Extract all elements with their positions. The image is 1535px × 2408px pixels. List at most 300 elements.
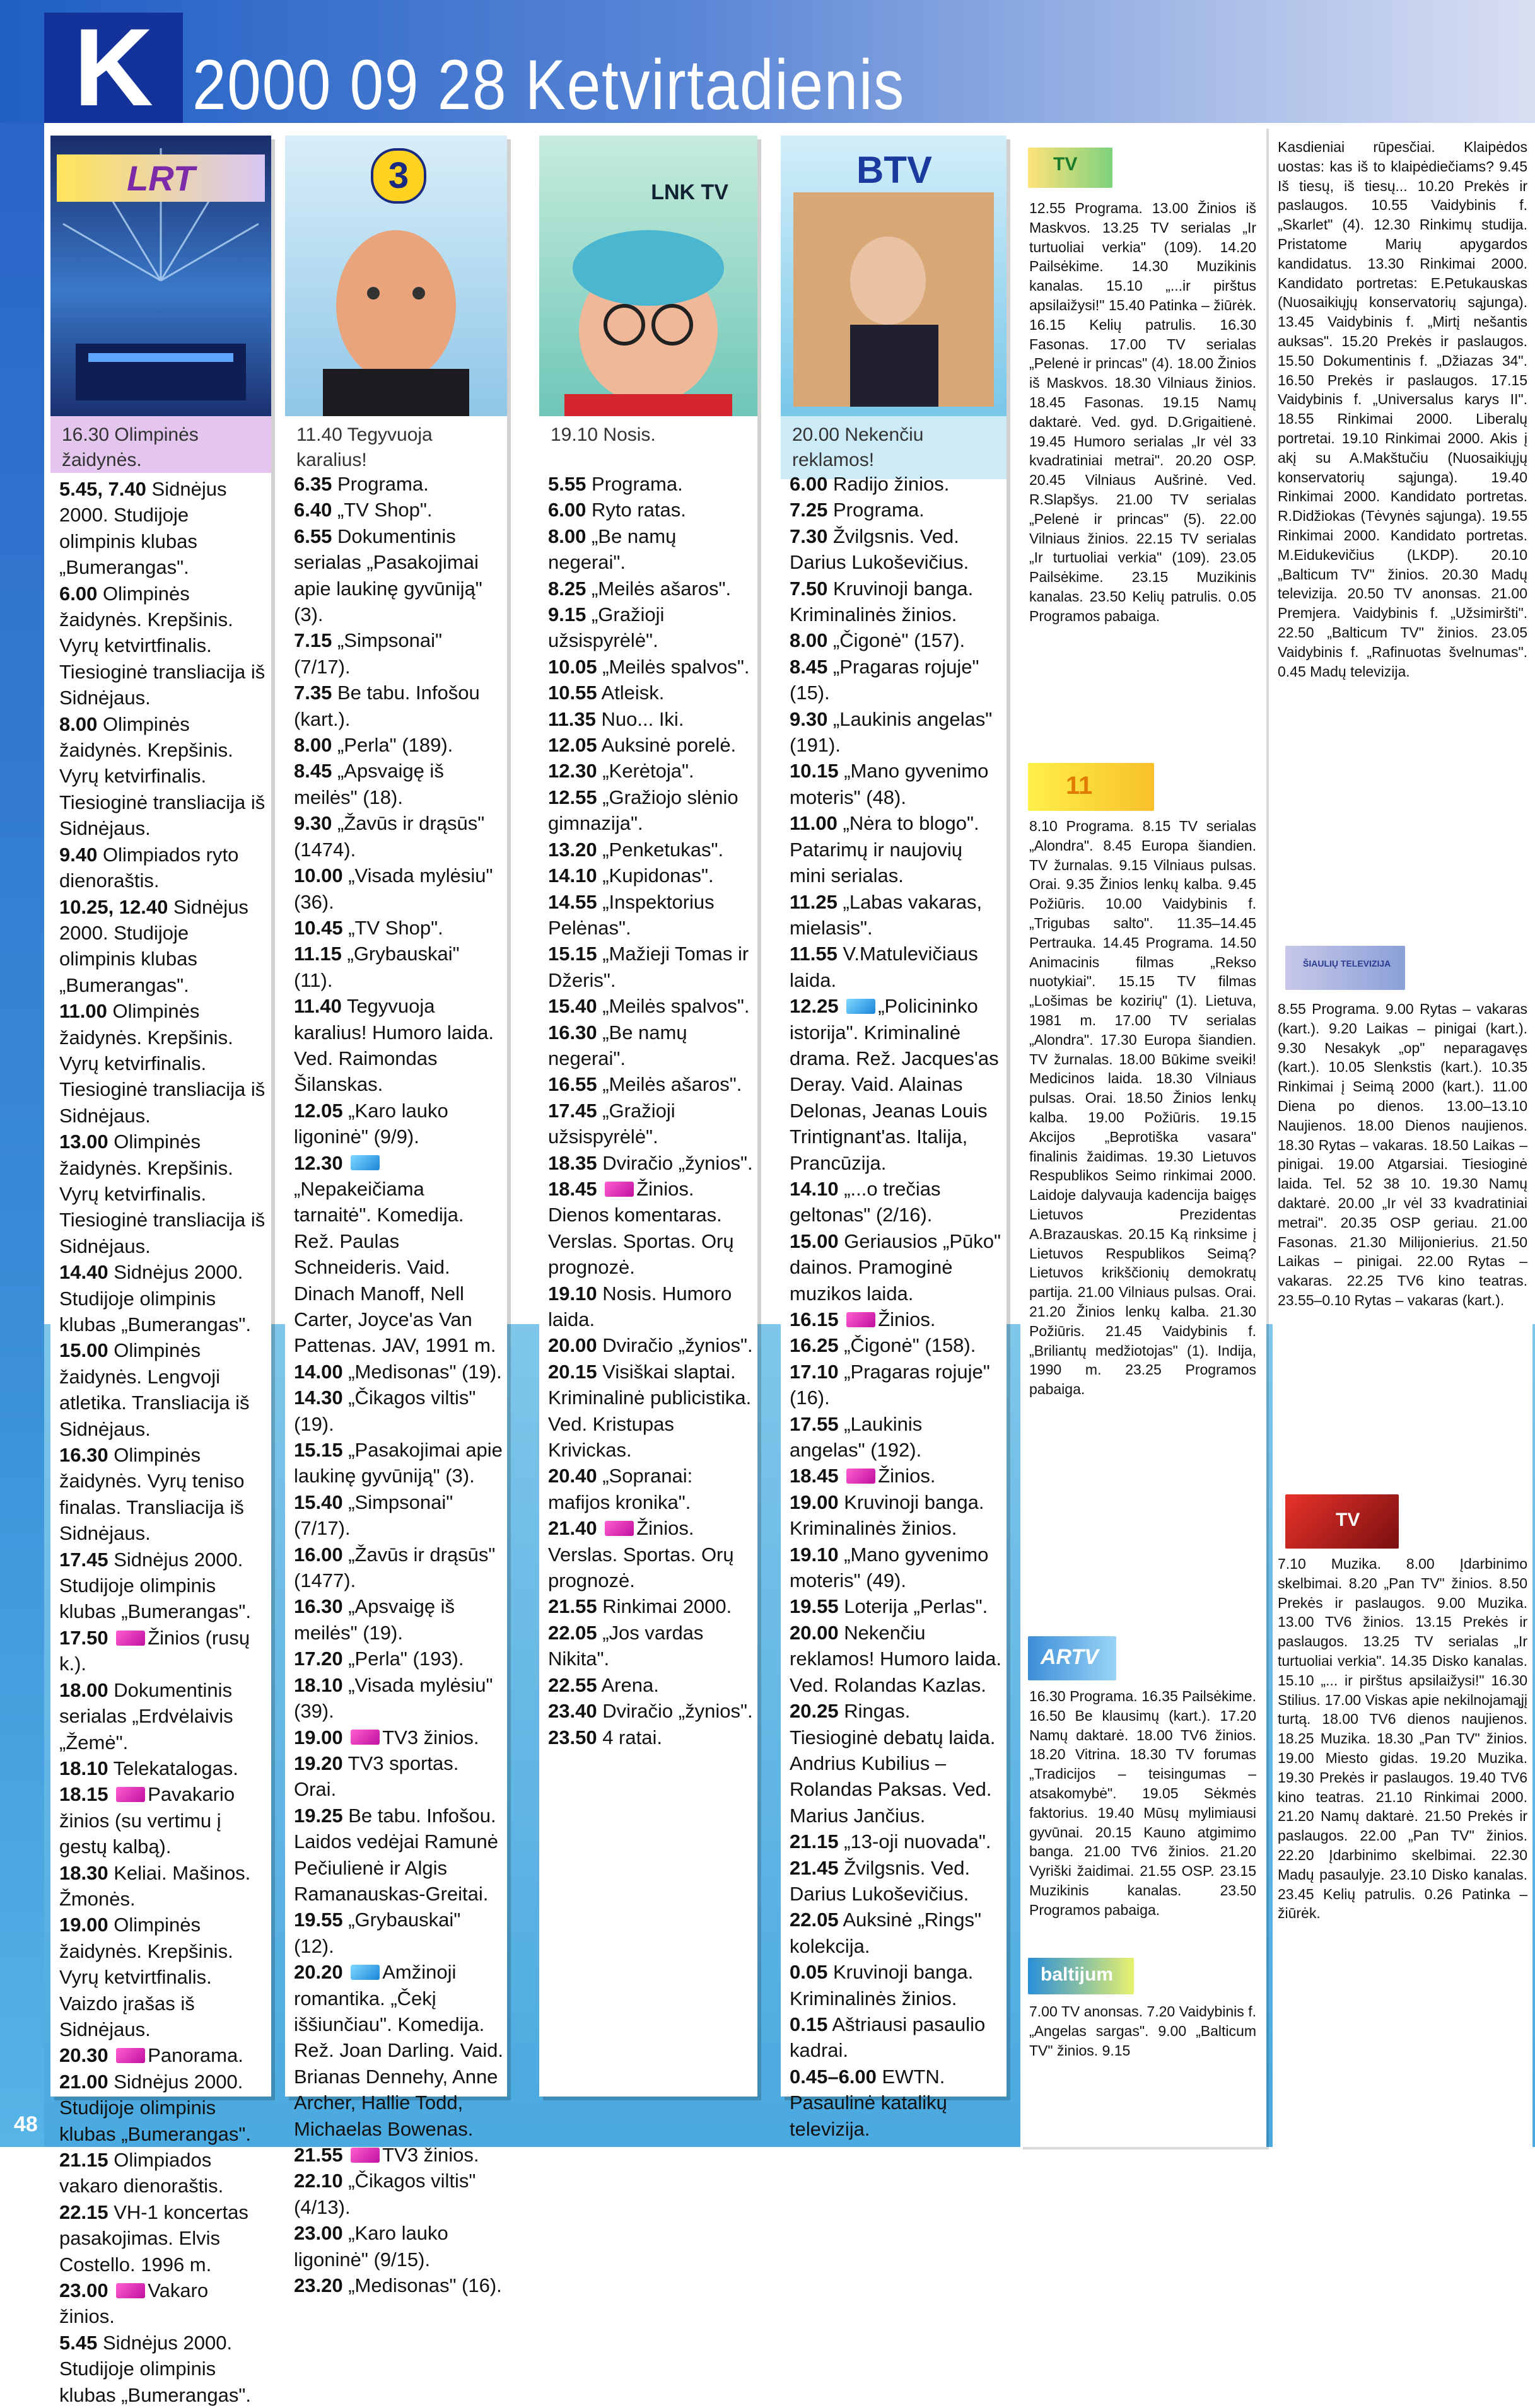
highlight-caption: 16.30 Olimpinės žaidynės. [50, 416, 271, 473]
entry-title: Be tabu. Infošou. Laidos vedėjai Ramunė Pečiulienė ir Algis Ramanauskas-Greitai. [294, 1804, 498, 1905]
schedule-entry [790, 1829, 1003, 1854]
entry-title: „Pasakojimai apie laukinę gyvūniją" (3). [294, 1439, 503, 1487]
entry-title: Dviračio „žynios". [602, 1700, 753, 1723]
entry-time: 15.40 [294, 1491, 343, 1513]
schedule-entry [294, 471, 503, 497]
entry-title: Keliai. Mašinos. Žmonės. [59, 1861, 251, 1910]
entry-title: Panorama. [148, 2044, 243, 2067]
schedule-entry [790, 758, 1003, 810]
news-badge-icon [846, 1469, 875, 1484]
entry-title: „Gražioji užsispyrėlė". [548, 603, 665, 652]
news-badge-icon [116, 2048, 145, 2063]
left-color-strip [0, 123, 44, 2147]
schedule-entry [548, 1698, 754, 1724]
regional-schedule-7: 7.10 Muzika. 8.00 Įdarbinimo skelbimai. 8.20 „Pan TV" žinios. 8.50 Prekės ir paslaugos. 9.00 Muzika. 13.00 TV6 žinios. 13.15 Prekės ir paslaugos. 13.25 TV serialas „Ir turtuoliai verkia". 14.35 Disko kanalas. 15.10 „... ir pirštus apsilaižysi!" 16.30 Stilius. 17.00 Viskas apie nekilnojamąjį turtą. 18.00 TV6 dienos naujienos. 18.25 Muzika. 18.30 „Pan TV" žinios. 19.00 Miesto gidas. 19.20 Muzika. 19.30 Prekės ir paslaugos. 19.40 TV6 kino teatras. 21.10 Rinkimai 2000. 21.20 Namų daktarė. 21.50 Prekės ir paslaugos. 22.00 „Pan TV" žinios. 22.20 Įdarbinimo skelbimai. 22.30 Madų pasaulyje. 23.10 Disko kanalas. 23.45 Kelių patrulis. 0.26 Patinka – žiūrėk. [1278, 1556, 1527, 1922]
schedule-entry [548, 523, 754, 576]
schedule-entry [59, 1337, 267, 1442]
regional-logo-2: 11 [1028, 763, 1154, 811]
entry-time: 10.05 [548, 655, 597, 678]
highlight-caption: 11.40 Tegyvuoja karalius! [285, 416, 507, 476]
entry-time: 14.40 [59, 1261, 108, 1284]
lnk-photo [539, 136, 757, 416]
entry-title: Dokumentinis serialas „Pasakojimai apie laukinę gyvūniją" (3). [294, 525, 482, 626]
schedule-list [294, 471, 503, 2298]
entry-time: 16.30 [294, 1595, 343, 1618]
entry-title: Programa. [832, 499, 925, 521]
entry-title: „Meilės spalvos". [602, 995, 750, 1018]
schedule-entry [548, 1463, 754, 1515]
regional-schedule-3: 16.30 Programa. 16.35 Pailsėkime. 16.50 Be klausimų (kart.). 17.20 Namų daktarė. 18.00 TV6 žinios. 18.20 Vitrina. 18.30 TV forumas „Tradicijos – teisingumas – atsakomybė". 19.05 Sėkmės faktorius. 19.40 Mūsų mylimiausi gyvūnai. 20.15 Kauno atgimimo banga. 21.00 TV6 žinios. 21.20 Vyriški žaidimai. 21.55 OSP. 23.15 Muzikinis kanalas. 23.50 Programos pabaiga. [1029, 1688, 1256, 1918]
schedule-entry [59, 2147, 267, 2199]
entry-time: 8.45 [294, 760, 332, 782]
schedule-entry [790, 2064, 1003, 2142]
entry-time: 11.00 [59, 1000, 107, 1023]
schedule-entry [548, 863, 754, 888]
entry-time: 11.40 [294, 995, 342, 1018]
schedule-entry [548, 941, 754, 993]
schedule-entry [790, 1176, 1003, 1228]
highlight-caption: 19.10 Nosis. [539, 416, 757, 473]
entry-time: 6.55 [294, 525, 332, 547]
schedule-entry [294, 1672, 503, 1725]
entry-time: 18.35 [548, 1151, 597, 1174]
entry-title: „Karo lauko ligoninė" (9/15). [294, 2222, 448, 2271]
entry-time: 10.45 [294, 916, 343, 939]
entry-time: 6.35 [294, 473, 332, 495]
entry-title: Olimpinės žaidynės. Krepšinis. Vyrų ketvirfinalis. Tiesioginė transliacija iš Sidnėjaus. [59, 1000, 266, 1127]
schedule-entry [294, 915, 503, 941]
schedule-entry [59, 1547, 267, 1625]
entry-time: 20.25 [790, 1700, 839, 1723]
schedule-entry [294, 2220, 503, 2272]
schedule-entry [59, 1860, 267, 1912]
entry-title: Be tabu. Infošou (kart.). [294, 682, 480, 730]
entry-title: „Medisonas" (19). [348, 1360, 502, 1383]
schedule-entry [548, 993, 754, 1019]
schedule-entry [790, 1593, 1003, 1619]
regional-column-left [1020, 126, 1266, 2147]
schedule-entry [294, 1725, 503, 1750]
schedule-entry [294, 863, 503, 915]
entry-time: 21.45 [790, 1856, 839, 1879]
schedule-entry [294, 1542, 503, 1594]
entry-title: Olimpiados vakaro dienoraštis. [59, 2149, 224, 2197]
entry-time: 22.55 [548, 1673, 597, 1696]
schedule-entry [790, 1855, 1003, 1907]
entry-time: 15.15 [294, 1439, 343, 1462]
entry-time: 8.00 [294, 734, 332, 757]
entry-time: 19.55 [294, 1909, 343, 1931]
entry-time: 0.05 [790, 1961, 828, 1984]
entry-title: „Čikagos viltis" (19). [294, 1387, 476, 1435]
schedule-entry [59, 1442, 267, 1547]
section-letter: K [44, 13, 183, 123]
schedule-entry [790, 1907, 1003, 1959]
entry-time: 17.55 [790, 1412, 839, 1435]
entry-title: „Be namų negerai". [548, 525, 677, 574]
entry-time: 21.00 [59, 2070, 108, 2093]
schedule-entry [59, 842, 267, 894]
entry-title: Dokumentinis serialas „Erdvėlaivis „Žemė". [59, 1678, 233, 1754]
entry-title: „Grybauskai" (12). [294, 1909, 461, 1957]
schedule-entry [790, 1228, 1003, 1306]
entry-title: „Laukinis angelas" (191). [790, 707, 993, 757]
schedule-entry [294, 1907, 503, 1959]
entry-time: 7.25 [790, 499, 828, 521]
entry-title: Geriausios „Pūko" dainos. Pramoginė muzikos laida. [790, 1230, 1001, 1305]
entry-time: 6.00 [59, 582, 98, 605]
entry-time: 18.10 [294, 1673, 343, 1696]
entry-title: „Čikagos viltis" (4/13). [294, 2170, 476, 2218]
schedule-entry [59, 1912, 267, 2042]
entry-title: Tegyvuoja karalius! Humoro laida. Ved. Raimondas Šilanskas. [294, 995, 494, 1096]
schedule-entry [294, 1750, 503, 1803]
entry-time: 8.00 [790, 629, 828, 652]
entry-time: 11.55 [790, 943, 838, 965]
schedule-entry [59, 1259, 267, 1337]
entry-time: 11.25 [790, 890, 838, 913]
entry-title: Nosis. Humoro laida. [548, 1282, 732, 1330]
news-badge-icon [116, 1787, 145, 1802]
entry-title: „TV Shop". [337, 499, 433, 521]
schedule-entry [790, 889, 1003, 941]
entry-time: 9.15 [548, 603, 587, 626]
entry-title: „Mano gyvenimo moteris" (49). [790, 1543, 989, 1592]
entry-title: „Medisonas" (16). [348, 2274, 502, 2297]
lnk-logo: LNK TV [651, 180, 728, 204]
entry-title: Olimpinės žaidynės. Krepšinis. Vyrų ketvirfinalis. Tiesioginė transliacija iš Sidnėjaus. [59, 1131, 266, 1257]
entry-time: 17.45 [548, 1099, 597, 1122]
schedule-entry [548, 784, 754, 837]
schedule-list [548, 471, 754, 1750]
schedule-entry [548, 1150, 754, 1176]
schedule-entry [59, 1677, 267, 1755]
entry-title: „TV Shop". [348, 916, 443, 939]
entry-title: Žvilgsnis. Ved. Darius Lukoševičius. [790, 1856, 971, 1905]
entry-title: „Mano gyvenimo moteris" (48). [790, 760, 989, 808]
film-badge-icon [351, 1155, 380, 1170]
entry-time: 23.00 [294, 2222, 343, 2245]
entry-title: Žinios. Verslas. Sportas. Orų prognozė. [548, 1517, 734, 1592]
siauliu-tv-logo: ŠIAULIŲ TELEVIZIJA [1285, 946, 1405, 990]
schedule-entry [548, 576, 754, 602]
entry-title: Olimpinės žaidynės. Lengvoji atletika. Transliacija iš Sidnėjaus. [59, 1339, 250, 1440]
schedule-entry [59, 2277, 267, 2330]
entry-title: TV3 žinios. [382, 1726, 479, 1748]
entry-title: Telekatalogas. [113, 1757, 238, 1779]
entry-time: 19.10 [548, 1282, 597, 1305]
schedule-entry [790, 523, 1003, 576]
entry-title: Žinios. [878, 1465, 936, 1487]
schedule-entry [59, 2330, 267, 2408]
entry-title: Auksinė porelė. [601, 734, 737, 757]
entry-title: „Labas vakaras, mielasis". [790, 890, 983, 939]
schedule-entry [294, 1646, 503, 1672]
entry-title: „Laukinis angelas" (192). [790, 1412, 923, 1462]
regional-column-right [1273, 126, 1532, 2147]
schedule-entry [548, 758, 754, 784]
entry-time: 14.10 [548, 864, 597, 887]
entry-time: 16.30 [59, 1444, 108, 1467]
tv3-photo [285, 136, 507, 416]
channel-column-btv [781, 136, 1007, 2140]
entry-time: 8.00 [59, 713, 98, 735]
schedule-list [790, 471, 1003, 2142]
entry-title: „Pragaras rojuje" (15). [790, 655, 979, 704]
schedule-entry [790, 1332, 1003, 1358]
entry-time: 15.00 [790, 1230, 839, 1252]
entry-title: Nekenčiu reklamos! Humoro laida. Ved. Rolandas Kazlas. [790, 1621, 1001, 1696]
schedule-entry [294, 1803, 503, 1907]
schedule-entry [294, 1959, 503, 2142]
entry-time: 18.00 [59, 1678, 108, 1701]
schedule-entry [790, 1620, 1003, 1698]
entry-title: „Kerėtoja". [602, 760, 694, 782]
channel-column-lnk [539, 136, 757, 2097]
schedule-entry [790, 471, 1003, 497]
schedule-entry [294, 810, 503, 863]
entry-time: 6.00 [548, 499, 587, 521]
entry-title: Kruvinoji banga. Kriminalinės žinios. [790, 1491, 984, 1540]
news-badge-icon [351, 2148, 380, 2163]
schedule-entry [59, 581, 267, 711]
schedule-entry [548, 837, 754, 863]
regional-logo-1: TV [1028, 148, 1112, 188]
entry-time: 8.00 [548, 525, 587, 547]
regional-channels [1020, 126, 1535, 2147]
entry-title: Amžinoji romantika. „Čekį iššiunčiau". Komedija. Rež. Joan Darling. Vaid. Brianas Dennehy, Anne Archer, Hallie Todd, Michaelas Bowenas. [294, 1961, 503, 2140]
schedule-entry [59, 711, 267, 842]
schedule-entry [59, 1755, 267, 1781]
entry-time: 15.40 [548, 995, 597, 1018]
entry-time: 7.30 [790, 525, 828, 547]
entry-title: „Pragaras rojuje" (16). [790, 1360, 990, 1409]
entry-time: 20.40 [548, 1465, 597, 1487]
entry-time: 13.20 [548, 838, 597, 861]
film-badge-icon [846, 999, 875, 1014]
schedule-entry [59, 476, 267, 581]
schedule-entry [59, 1129, 267, 1259]
lrt-photo [50, 136, 271, 416]
entry-time: 5.55 [548, 473, 587, 495]
regional-schedule-4: 7.00 TV anonsas. 7.20 Vaidybinis f. „Angelas sargas". 9.00 „Balticum TV" žinios. 9.15 [1029, 2003, 1256, 2059]
schedule-entry [59, 998, 267, 1129]
entry-time: 18.30 [59, 1861, 108, 1884]
schedule-entry [790, 706, 1003, 759]
entry-time: 19.10 [790, 1543, 839, 1566]
schedule-entry [294, 1359, 503, 1385]
entry-title: „Simpsonai" (7/17). [294, 629, 443, 678]
entry-time: 21.40 [548, 1517, 597, 1540]
entry-time: 16.55 [548, 1073, 597, 1096]
btv-photo [781, 136, 1007, 416]
schedule-entry [294, 2168, 503, 2220]
schedule-entry [294, 497, 503, 523]
entry-title: Žinios. Dienos komentaras. Verslas. Sportas. Orų prognozė. [548, 1177, 734, 1279]
entry-time: 15.15 [548, 943, 597, 965]
entry-title: Pavakario žinios (su vertimu į gestų kalbą). [59, 1783, 235, 1858]
entry-title: „13-oji nuovada". [844, 1830, 991, 1853]
schedule-entry [59, 2042, 267, 2068]
schedule-entry [790, 654, 1003, 706]
entry-time: 20.20 [294, 1961, 343, 1984]
entry-title: „Gražiojo slėnio gimnazija". [548, 786, 738, 835]
schedule-entry [548, 1281, 754, 1333]
entry-time: 8.25 [548, 577, 587, 600]
news-badge-icon [116, 2283, 145, 2298]
entry-time: 9.30 [294, 812, 332, 835]
entry-title: „Jos vardas Nikita". [548, 1621, 704, 1670]
schedule-entry [548, 1071, 754, 1097]
entry-time: 22.10 [294, 2170, 343, 2192]
entry-time: 17.45 [59, 1548, 108, 1571]
entry-time: 22.05 [790, 1909, 839, 1931]
entry-time: 21.15 [790, 1830, 839, 1853]
entry-title: Kruvinoji banga. Kriminalinės žinios. [790, 577, 974, 626]
schedule-entry [548, 1593, 754, 1619]
entry-title: „Mažieji Tomas ir Džeris". [548, 943, 749, 991]
entry-title: Žinios. [878, 1308, 936, 1330]
schedule-entry [294, 941, 503, 993]
page-header [0, 0, 1535, 129]
entry-title: Sidnėjus 2000. Studijoje olimpinis klubas „Bumerangas". [59, 1261, 251, 1335]
entry-title: „Čigonė" (157). [832, 629, 966, 652]
schedule-list [59, 476, 267, 2408]
entry-time: 12.30 [548, 760, 597, 782]
news-badge-icon [846, 1312, 875, 1327]
btv-logo: BTV [856, 149, 932, 191]
schedule-entry [790, 1411, 1003, 1463]
entry-title: „Apsvaigę iš meilės" (19). [294, 1595, 455, 1644]
entry-time: 5.45, 7.40 [59, 478, 146, 500]
entry-time: 10.15 [790, 760, 839, 782]
entry-title: „Policininko istorija". Kriminalinė drama. Rež. Jacques'as Deray. Vaid. Alainas Delonas, Jeanas Louis Trintignant'as. Italija, Prancūzija. [790, 995, 999, 1174]
entry-title: „Žavūs ir drąsūs" (1477). [294, 1543, 496, 1592]
entry-time: 10.25, 12.40 [59, 895, 168, 918]
entry-title: V.Matulevičiaus laida. [790, 943, 978, 991]
regional-logo-3: ARTV [1028, 1636, 1116, 1680]
entry-title: „Visada mylėsiu" (36). [294, 864, 493, 913]
entry-title: „Karo lauko ligoninė" (9/9). [294, 1099, 448, 1148]
channel-column-tv3 [285, 136, 507, 2297]
entry-time: 14.00 [294, 1360, 343, 1383]
schedule-entry [294, 1489, 503, 1542]
schedule-entry [294, 2142, 503, 2168]
schedule-entry [790, 2011, 1003, 2064]
entry-time: 7.15 [294, 629, 332, 652]
entry-time: 12.30 [294, 1151, 343, 1174]
schedule-entry [294, 1437, 503, 1489]
entry-title: Ryto ratas. [591, 499, 686, 521]
entry-time: 20.00 [548, 1334, 597, 1357]
entry-time: 19.20 [294, 1752, 343, 1774]
schedule-entry [548, 1332, 754, 1358]
entry-title: Nuo... Iki. [601, 707, 684, 730]
entry-time: 14.55 [548, 890, 597, 913]
entry-title: TV3 sportas. Orai. [294, 1752, 459, 1801]
entry-title: Arena. [601, 1673, 659, 1696]
entry-title: „Meilės ašaros". [591, 577, 732, 600]
entry-time: 21.55 [294, 2144, 343, 2166]
entry-time: 22.05 [548, 1621, 597, 1644]
entry-time: 6.00 [790, 473, 828, 495]
entry-title: „Nepakeičiama tarnaitė". Komedija. Rež. Paulas Schneideris. Vaid. Dinach Manoff, Nell Carter, Joyce'as Van Pattenas. JAV, 1991 m. [294, 1177, 496, 1357]
entry-time: 19.00 [59, 1914, 108, 1936]
entry-time: 5.45 [59, 2331, 98, 2354]
entry-title: „Simpsonai" (7/17). [294, 1491, 453, 1540]
schedule-entry [790, 497, 1003, 523]
entry-title: „Perla" (193). [348, 1648, 464, 1670]
entry-title: TV3 žinios. [382, 2144, 479, 2166]
entry-title: „Apsvaigę iš meilės" (18). [294, 760, 444, 808]
schedule-entry [294, 758, 503, 810]
entry-time: 9.40 [59, 843, 98, 866]
entry-title: Olimpinės žaidynės. Vyrų teniso finalas. Transliacija iš Sidnėjaus. [59, 1444, 245, 1545]
entry-time: 7.35 [294, 682, 332, 704]
entry-time: 9.30 [790, 707, 828, 730]
schedule-entry [294, 523, 503, 628]
entry-title: Olimpinės žaidynės. Krepšinis. Vyrų ketvirtfinalis. Vaizdo įrašas iš Sidnėjaus. [59, 1914, 233, 2040]
entry-title: „Penketukas". [602, 838, 724, 861]
entry-time: 23.20 [294, 2274, 343, 2297]
entry-title: Visiškai slaptai. Kriminalinė publicistika. Ved. Kristupas Krivickas. [548, 1360, 752, 1462]
entry-title: „Grybauskai" (11). [294, 943, 460, 991]
lrt-logo: LRT [57, 154, 265, 202]
entry-title: Dviračio „žynios". [602, 1334, 753, 1357]
entry-title: Olimpinės žaidynės. Krepšinis. Vyrų ketvirtfinalis. Tiesioginė transliacija iš Sidnėjaus. [59, 582, 266, 709]
schedule-entry [294, 627, 503, 680]
schedule-entry [548, 654, 754, 680]
entry-title: Rinkimai 2000. [602, 1595, 732, 1618]
schedule-entry [548, 732, 754, 758]
entry-title: „Visada mylėsiu" (39). [294, 1673, 493, 1723]
schedule-entry [548, 706, 754, 732]
entry-time: 13.00 [59, 1131, 108, 1153]
entry-title: „Sopranai: mafijos kronika". [548, 1465, 693, 1513]
schedule-entry [548, 1020, 754, 1072]
entry-title: Radijo žinios. [832, 473, 950, 495]
entry-time: 14.30 [294, 1387, 343, 1409]
entry-time: 16.15 [790, 1308, 839, 1330]
entry-title: Programa. [591, 473, 683, 495]
page-number: 48 [14, 2112, 38, 2136]
regional-logo-4: baltijum [1028, 1958, 1134, 1994]
schedule-entry [59, 1625, 267, 1677]
entry-time: 6.40 [294, 499, 332, 521]
schedule-entry [59, 894, 267, 999]
entry-title: EWTN. Pasaulinė katalikų televizija. [790, 2065, 947, 2140]
highlight-caption: 20.00 Nekenčiu reklamos! [781, 416, 1007, 479]
schedule-entry [294, 680, 503, 732]
entry-title: Sidnėjus 2000. Studijoje olimpinis klubas „Bumerangas". [59, 1548, 251, 1623]
entry-title: Ringas. Tiesioginė debatų laida. Andrius Kubilius – Rolandas Paksas. Ved. Marius Jančius. [790, 1700, 996, 1827]
regional-schedule-5: Kasdieniai rūpesčiai. Klaipėdos uostas: kas iš to klaipėdiečiams? 9.45 Iš tiesų, iš tiesų... 10.20 Prekės ir paslaugos. 10.55 Vaidybinis f. „Skarlet" (4). 12.30 Rinkimų studija. Pristatome Marių apygardos kandidatus. 13.30 Rinkimai 2000. Kandidato portretas: E.Petukauskas (Nuosaikiųjų konservatorių sąjunga). 13.45 Vaidybinis f. „Mirtį nešantis auksas". 15.20 Prekės ir paslaugos. 15.50 Dokumentinis f. „Džiazas 34". 16.50 Prekės ir paslaugos. 17.15 Vaidybinis f. „Universalus karys II". 18.55 Rinkimai 2000. Liberalų portretai. 19.10 Rinkimai 2000. Akis į akį su A.Makštučiu (Nuosaikiųjų konservatorių sąjunga). 19.40 Rinkimai 2000. Kandidato portretas. R.Didžiokas (Tėvynės sąjunga). 19.55 Rinkimai 2000. Kandidato portretas. M.Eidukevičius (LKDP). 20.10 „Balticum TV" žinios. 20.30 Madų televizija. 20.50 TV anonsas. 21.00 Premjera. Vaidybinis f. „Užsimiršti". 22.50 „Balticum TV" žinios. 23.05 Vaidybinis f. „Rafinuotas švelnumas". 0.45 Madų televizija. [1278, 139, 1527, 680]
entry-time: 11.15 [294, 943, 342, 965]
schedule-entry [548, 1620, 754, 1672]
entry-title: Dviračio „žynios". [602, 1151, 753, 1174]
news-badge-icon [605, 1182, 634, 1197]
schedule-entry [790, 1959, 1003, 2011]
entry-time: 19.00 [790, 1491, 839, 1513]
regional-schedule-6: 8.55 Programa. 9.00 Rytas – vakaras (kart.). 9.20 Laikas – pinigai (kart.). 9.30 Nesakyk „op" neparagavęs (kart.). 10.05 Slenkstis (kart.). 10.35 Rinkimai į Seimą 2000 (kart.). 11.00 Diena po dienos. 13.00–13.10 Naujienos. 18.00 Dienos naujienos. 18.30 Rytas – vakaras. 18.50 Laikas – pinigai. 19.00 Atgarsiai. Tiesioginė laida. Tel. 52 38 10. 19.30 Namų daktarė. 20.00 „Ir vėl 33 kvadratiniai metrai". 20.35 OSP geriau. 21.00 Fasonas. 21.30 Milijonierius. 21.50 Laikas – pinigai. 22.00 Rytas – vakaras. 22.25 TV6 kino teatras. 23.55–0.10 Rytas – vakaras (kart.). [1278, 1001, 1527, 1308]
entry-title: VH-1 koncertas pasakojimas. Elvis Costello. 1996 m. [59, 2201, 248, 2276]
schedule-entry [294, 2272, 503, 2298]
entry-time: 19.55 [790, 1595, 839, 1618]
entry-time: 17.20 [294, 1648, 343, 1670]
schedule-entry [294, 732, 503, 758]
schedule-entry [548, 889, 754, 941]
entry-title: „Meilės spalvos". [602, 655, 750, 678]
